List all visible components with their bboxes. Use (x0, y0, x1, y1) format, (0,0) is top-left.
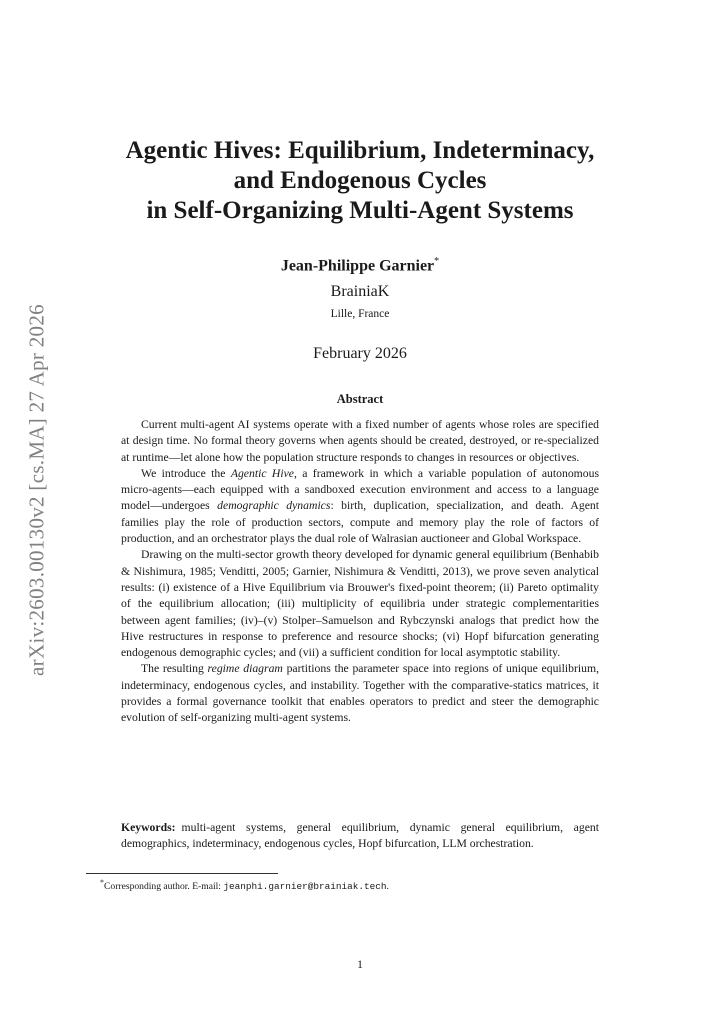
emphasis-term: demographic dynamics (217, 499, 331, 513)
author-footnote-mark: * (434, 256, 440, 267)
abstract-heading: Abstract (336, 392, 384, 406)
abstract-text: partitions the parameter space into regions of unique equilibrium, indeterminacy, endogenous cycles, and instability. Together with the comparative-statics matrices, it provides a formal governance toolkit that enables operators to predict and steer the demographic evolution of self-organizing multi-agent systems. (121, 662, 600, 725)
footnote-email[interactable]: jeanphi.garnier@brainiak.tech (223, 881, 387, 893)
location: Lille, France (330, 308, 390, 320)
keywords-label: Keywords: (121, 821, 176, 834)
abstract-paragraph-3: Drawing on the multi-sector growth theory developed for dynamic general equilibrium (Benhabib & Nishimura, 1985; Venditti, 2005; Garnier, Nishimura & Venditti, 2013), we prove seven analytical results: (i) existence of a Hive Equilibrium via Brouwer's fixed-point theorem; (ii) Pareto optimality of the equilibrium allocation; (iii) multiplicity of equilibria under strategic complementarities between agent families; (iv)–(v) Stolper–Samuelson and Rybczynski analogs that predict how the Hive restructures in response to preference and resource shocks; (vi) Hopf bifurcation generating endogenous demographic cycles; and (vii) a sufficient condition for local asymptotic stability. (121, 548, 599, 660)
abstract-paragraph-4 (121, 661, 599, 726)
abstract-paragraph-1: Current multi-agent AI systems operate with a fixed number of agents whose roles are specified at design time. No formal theory governs when agents should be created, destroyed, or re-specialized at runtime—let alone how the population structure responds to changes in resources or objectives. (121, 418, 599, 464)
title-line-2: and Endogenous Cycles (233, 167, 487, 194)
abstract-text: We introduce the (141, 466, 231, 480)
footnote-end: . (386, 881, 389, 893)
keywords-list: multi-agent systems, general equilibrium, dynamic general equilibrium, agent demographics, indeterminacy, endogenous cycles, Hopf bifurcation, LLM orchestration. (121, 821, 599, 851)
author-line (0, 256, 720, 275)
title-line-3: in Self-Organizing Multi-Agent Systems (146, 197, 574, 224)
paper-title (0, 136, 720, 226)
abstract-body (121, 417, 599, 727)
arxiv-identifier: arXiv:2603.00130v2 [cs.MA] 27 Apr 2026 (24, 304, 49, 676)
abstract-text: , a framework in which a variable population of autonomous micro-agents—each equipped with a sandboxed execution environment and access to a language model—undergoes (121, 466, 599, 513)
page-number: 1 (357, 957, 363, 971)
abstract-text: The resulting (141, 662, 208, 676)
author-name: Jean-Philippe Garnier (280, 257, 435, 275)
emphasis-term: Agentic Hive (230, 466, 294, 480)
footnote (100, 878, 389, 892)
footnote-mark: * (100, 878, 104, 887)
footnote-divider (86, 873, 278, 874)
affiliation: BrainiaK (330, 283, 390, 300)
abstract-text: : birth, duplication, specialization, and death. Agent families play the role of production sectors, compute and memory play the role of factors of production, and an orchestrator plays the dual role of Walrasian auctioneer and Global Workspace. (121, 499, 599, 546)
keywords-block (121, 820, 599, 853)
abstract-paragraph-2 (121, 466, 599, 547)
footnote-text: Corresponding author. E-mail: (104, 881, 224, 893)
title-line-1: Agentic Hives: Equilibrium, Indeterminacy, (125, 137, 595, 164)
publication-date: February 2026 (313, 345, 407, 362)
emphasis-term: regime diagram (207, 662, 283, 676)
